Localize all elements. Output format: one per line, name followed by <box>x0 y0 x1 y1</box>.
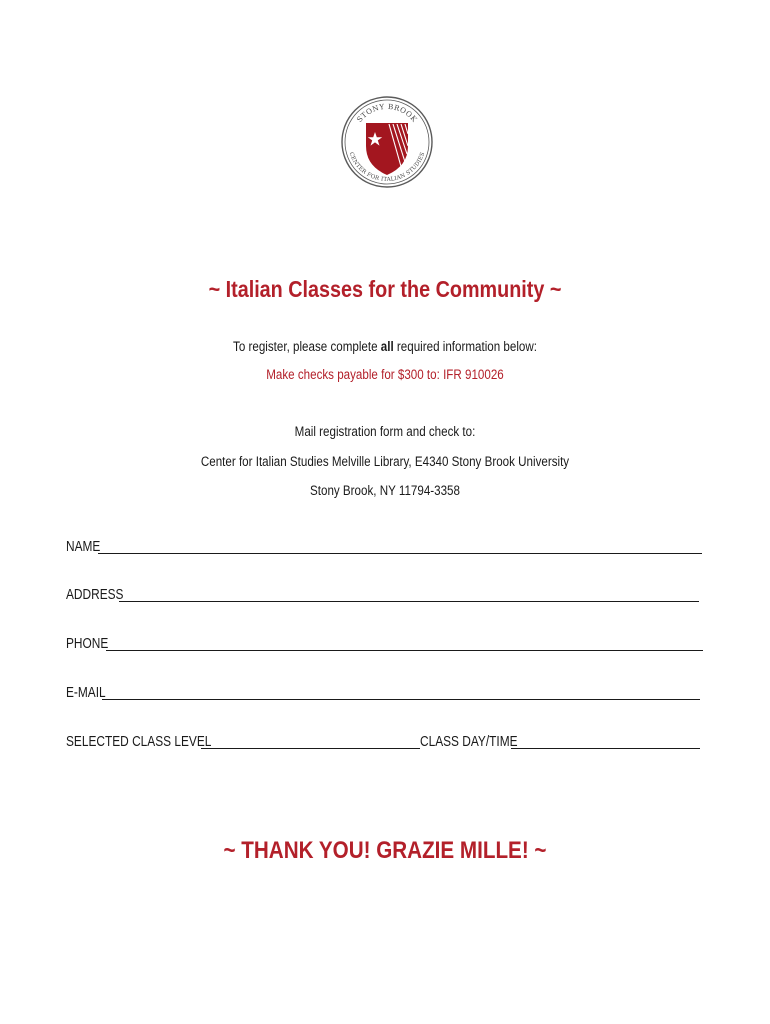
name-label: NAME <box>66 539 101 555</box>
class-day-time-line[interactable] <box>511 746 700 749</box>
stony-brook-seal-icon <box>340 62 434 222</box>
svg-text:STONY BROOK <box>355 102 419 124</box>
page-title: ~ Italian Classes for the Community ~ <box>208 276 562 302</box>
address-field[interactable] <box>66 585 699 603</box>
address-line[interactable] <box>119 599 699 602</box>
register-text-after: required information below: <box>393 339 537 354</box>
mail-address-line-1: Center for Italian Studies Melville Library, E4340 Stony Brook University <box>200 454 570 469</box>
class-level-line[interactable] <box>201 746 420 749</box>
phone-field[interactable] <box>66 634 703 652</box>
class-level-label: SELECTED CLASS LEVEL <box>66 734 212 750</box>
logo-ring-top-text: STONY BROOK <box>354 101 420 124</box>
email-field[interactable] <box>66 683 700 701</box>
mail-intro: Mail registration form and check to: <box>294 424 476 439</box>
register-text-before: To register, please complete <box>233 339 381 354</box>
mail-address-line-2: Stony Brook, NY 11794-3358 <box>310 483 460 498</box>
phone-line[interactable] <box>106 648 703 651</box>
name-line[interactable] <box>98 551 702 554</box>
phone-label: PHONE <box>66 636 109 652</box>
logo-ring-bottom-text: CENTER FOR ITALIAN STUDIES <box>347 151 427 184</box>
payment-instructions: Make checks payable for $300 to: IFR 910026 <box>266 367 504 382</box>
address-label: ADDRESS <box>66 587 124 603</box>
class-selection-row <box>66 732 700 750</box>
email-line[interactable] <box>102 697 700 700</box>
thank-you-message: ~ THANK YOU! GRAZIE MILLE! ~ <box>223 837 547 864</box>
register-text-emphasis: all <box>380 339 394 354</box>
name-field[interactable] <box>66 537 702 555</box>
email-label: E-MAIL <box>66 685 106 701</box>
register-instructions <box>54 339 716 354</box>
center-for-italian-studies-logo <box>340 62 434 222</box>
class-day-time-label: CLASS DAY/TIME <box>420 734 518 750</box>
